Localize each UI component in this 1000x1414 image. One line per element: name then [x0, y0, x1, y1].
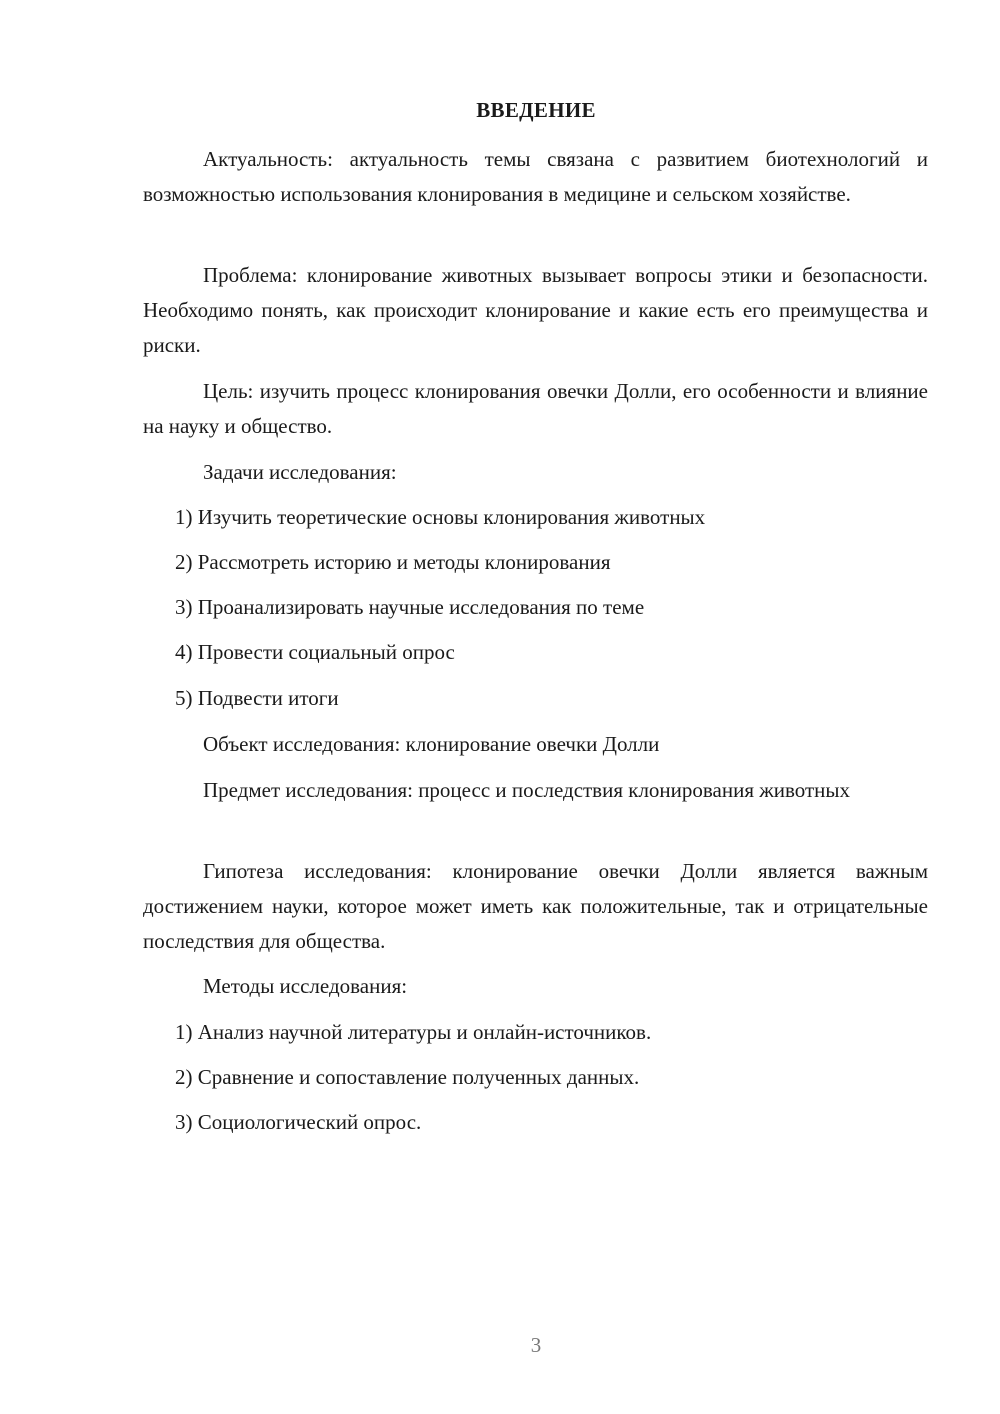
- tasks-heading: Задачи исследования:: [203, 460, 397, 484]
- method-item: 2) Сравнение и сопоставление полученных данных.: [175, 1065, 640, 1089]
- task-item-block: [143, 681, 928, 716]
- object-line: Объект исследования: клонирование овечки Долли: [203, 732, 660, 756]
- task-item-block: [143, 635, 928, 670]
- task-item: 4) Провести социальный опрос: [175, 640, 455, 664]
- method-item-block: [143, 1105, 928, 1140]
- task-item-block: [143, 545, 928, 580]
- task-item: 2) Рассмотреть историю и методы клонирования: [175, 550, 611, 574]
- subject-block: [143, 773, 928, 808]
- problem-block: [143, 258, 928, 363]
- goal-block: [143, 374, 928, 444]
- task-item: 5) Подвести итоги: [175, 686, 339, 710]
- tasks-heading-block: [143, 455, 928, 490]
- task-item-block: [143, 590, 928, 625]
- goal-paragraph: Цель: изучить процесс клонирования овечки Долли, его особенности и влияние на науку и общество.: [143, 379, 928, 438]
- relevance-block: [143, 142, 928, 212]
- hypothesis-paragraph: Гипотеза исследования: клонирование овечки Долли является важным достижением науки, которое может иметь как положительные, так и отрицательные последствия для общества.: [143, 859, 928, 953]
- page-title: ВВЕДЕНИЕ: [476, 98, 596, 122]
- methods-heading-block: [143, 969, 928, 1004]
- task-item-block: [143, 500, 928, 535]
- method-item: 3) Социологический опрос.: [175, 1110, 422, 1134]
- method-item-block: [143, 1015, 928, 1050]
- problem-paragraph: Проблема: клонирование животных вызывает вопросы этики и безопасности. Необходимо понять, как происходит клонирование и какие есть его преимущества и риски.: [143, 263, 928, 357]
- relevance-paragraph: Актуальность: актуальность темы связана с развитием биотехнологий и возможностью использования клонирования в медицине и сельском хозяйстве.: [143, 147, 928, 206]
- task-item: 1) Изучить теоретические основы клонирования животных: [175, 505, 706, 529]
- page-number: 3: [530, 1333, 542, 1357]
- object-block: [143, 727, 928, 762]
- hypothesis-block: [143, 854, 928, 959]
- subject-paragraph: Предмет исследования: процесс и последствия клонирования животных: [203, 778, 851, 802]
- method-item: 1) Анализ научной литературы и онлайн-источников.: [175, 1020, 652, 1044]
- methods-heading: Методы исследования:: [203, 974, 408, 998]
- method-item-block: [143, 1060, 928, 1095]
- task-item: 3) Проанализировать научные исследования по теме: [175, 595, 645, 619]
